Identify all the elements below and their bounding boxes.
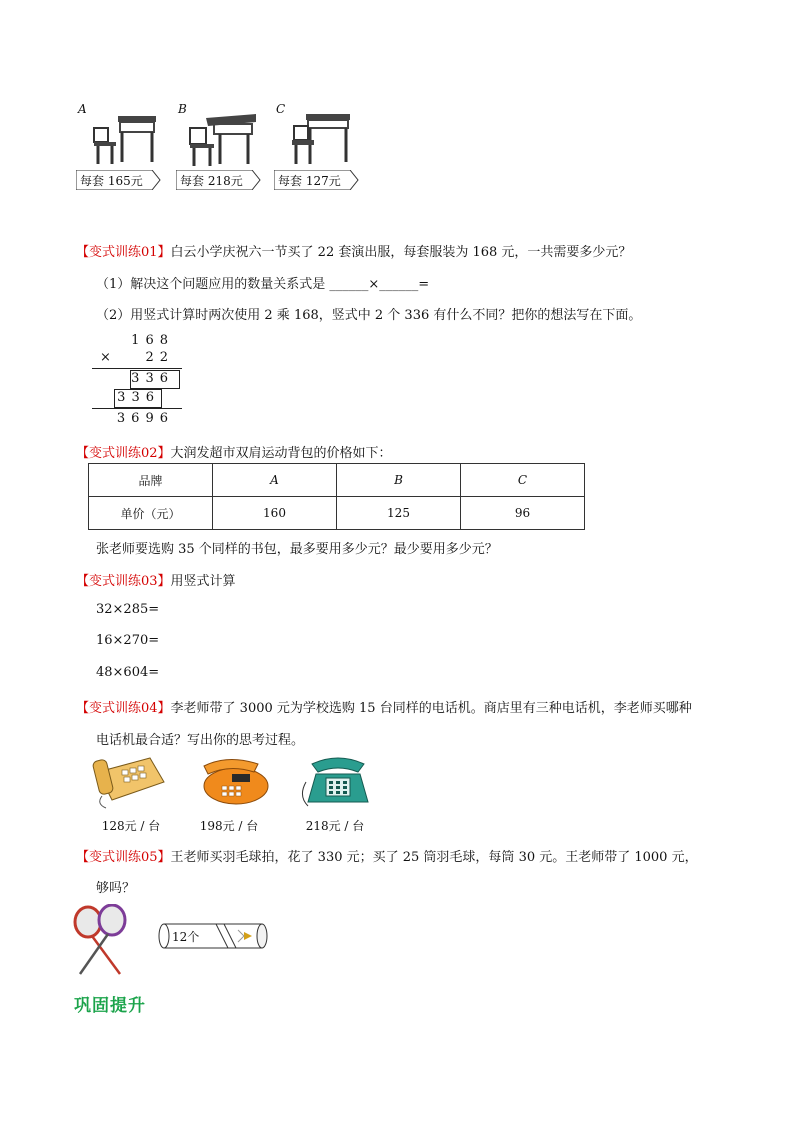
exercise-02 [76,442,392,461]
table-header-row [89,464,585,497]
exercise-text: 李老师带了 3000 元为学校选购 15 台同样的电话机。商店里有三种电话机，李老师买哪种 [170,701,692,716]
phone-option-1 [88,752,174,834]
table-cell: 125 [337,497,461,530]
exercise-text: 王老师买羽毛球拍，花了 330 元；买了 25 筒羽毛球，每筒 30 元。王老师带了 1000 元， [170,850,698,865]
divider-line [92,408,182,409]
partial-product-2: 336 [117,390,160,405]
phone-price: 198元 / 台 [199,819,259,833]
desk-option-c [274,102,364,192]
calc-item: 48×604= [96,665,160,680]
exercise-01-question-2: （2）用竖式计算时两次使用 2 乘 168，竖式中 2 个 336 有什么不同？把你的想法写在下面。 [96,308,642,323]
exercise-04-text-cont: 电话机最合适？写出你的思考过程。 [96,733,305,748]
tube-label: 12个 [172,930,200,944]
table-cell: 单价（元） [89,497,213,530]
desk-letter: A [78,102,87,116]
price-label: 每套 218元 [180,174,243,188]
exercise-tag: 【变式训练03】 [76,574,171,589]
phone-option-2 [186,752,272,834]
phone-option-3 [292,752,378,834]
exercise-01-question-1: （1）解决这个问题应用的数量关系式是 ______×______= [96,277,430,292]
exercise-01 [76,241,631,260]
exercise-tag: 【变式训练01】 [76,245,171,260]
table-cell: A [213,464,337,497]
exercise-03 [76,570,236,589]
price-label: 每套 165元 [80,174,143,188]
price-tag [176,170,262,190]
multiplier: 22 [145,350,174,365]
table-cell: 96 [461,497,585,530]
table-row [89,497,585,530]
exercise-text: 大润发超市双肩运动背包的价格如下： [170,446,392,461]
multiplicand: 168 [131,333,174,348]
telephone-icon [92,752,168,810]
price-label: 每套 127元 [278,174,341,188]
exercise-04 [76,697,692,716]
desk-chair-illustration [90,110,160,166]
divider-line [92,368,182,369]
desk-letter: C [276,102,286,116]
desk-chair-illustration [186,108,260,168]
partial-product-1: 336 [131,371,174,386]
price-tag [274,170,360,190]
exercise-02-question: 张老师要选购 35 个同样的书包，最多要用多少元？最少要用多少元？ [96,542,498,557]
exercise-text: 用竖式计算 [170,574,236,589]
desk-letter: B [178,102,187,116]
calc-item: 16×270= [96,633,160,648]
calc-item: 32×285= [96,602,160,617]
desk-option-b [176,102,266,192]
section-heading: 巩固提升 [74,996,146,1016]
vertical-multiplication [92,333,182,429]
shuttlecock-tube [158,922,268,950]
table-cell: C [461,464,585,497]
price-tag [76,170,162,190]
desk-chair-illustration [284,108,358,168]
table-cell: 品牌 [89,464,213,497]
exercise-tag: 【变式训练04】 [76,701,171,716]
exercise-tag: 【变式训练02】 [76,446,171,461]
badminton-racket-icon [70,904,132,976]
exercise-tag: 【变式训练05】 [76,850,171,865]
phone-price: 128元 / 台 [101,819,161,833]
desk-option-a [76,102,166,192]
product-result: 3696 [116,411,174,426]
table-cell: B [337,464,461,497]
exercise-05 [76,846,698,865]
telephone-icon [188,752,272,810]
table-cell: 160 [213,497,337,530]
exercise-text: 白云小学庆祝六一节买了 22 套演出服，每套服装为 168 元，一共需要多少元？ [170,245,632,260]
multiply-sign: × [100,350,111,365]
exercise-05-text-cont: 够吗？ [96,881,136,896]
phone-price: 218元 / 台 [305,819,365,833]
telephone-icon [298,752,378,810]
price-table [88,463,585,530]
